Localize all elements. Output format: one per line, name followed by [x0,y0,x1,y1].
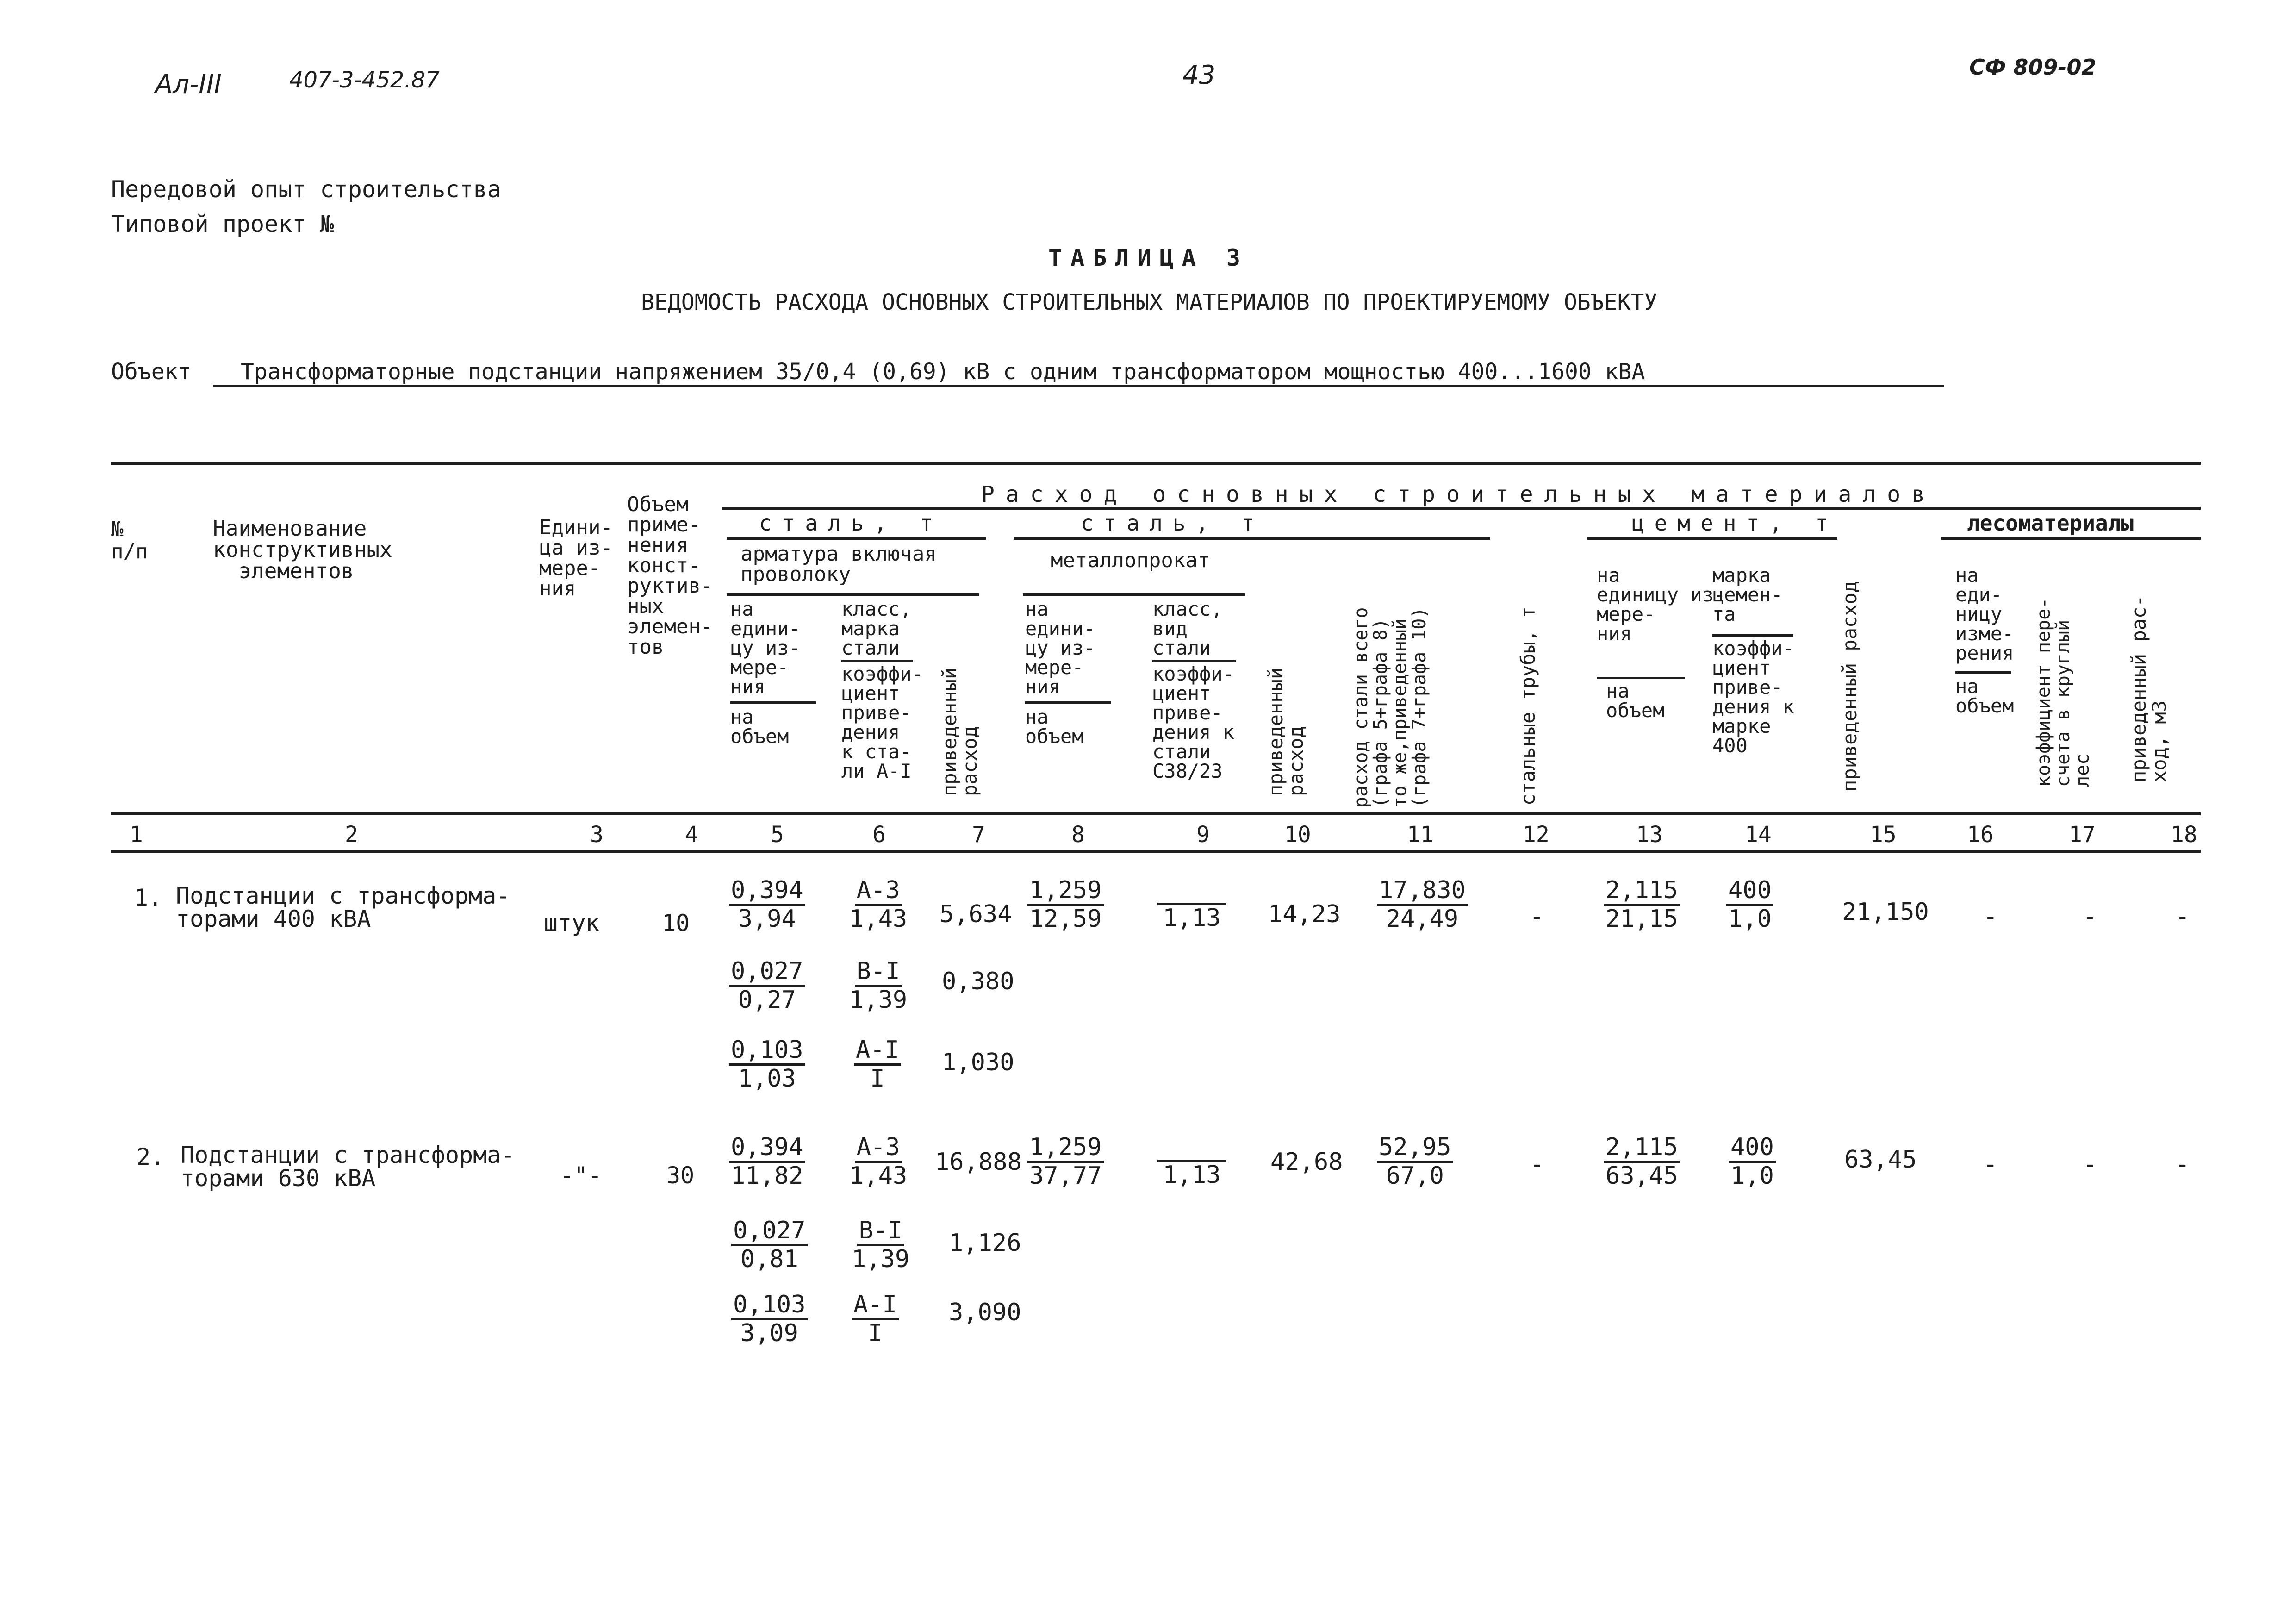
header-c8-top: на едини- цу из- мере- ния [1025,598,1095,698]
steel2-rule [1014,537,1490,540]
header-c11: расход стали всего (графа 5+графа 8) то же,приведенный (графа 7+графа 10) [1350,607,1430,808]
steel1-rule [727,537,986,540]
c6-value: В-I 1,39 [849,957,908,1014]
c9-value: 1,13 [1155,1134,1229,1188]
c5-value: $\frac{0,027}{0,27}$ [729,958,805,1013]
header-c16-bot: на объем [1955,675,2014,717]
rebar-rule [727,593,979,596]
header-c13-bot: на объем [1606,680,1665,722]
col-number-15: 15 [1870,822,1897,848]
header-c9-top: класс, вид стали [1152,598,1223,659]
col-number-10: 10 [1284,822,1311,848]
col-number-6: 6 [872,822,886,848]
c11-value: $\frac{52,95}{67,0}$ [1377,1134,1453,1189]
header-volume: Объем приме- нения конст- руктив- ных элемен- тов [627,493,713,659]
table-subtitle: ВЕДОМОСТЬ РАСХОДА ОСНОВНЫХ СТРОИТЕЛЬНЫХ МАТЕРИАЛОВ ПО ПРОЕКТИРУЕМОМУ ОБЪЕКТУ [641,289,1658,315]
c15-value: 21,150 [1842,898,1929,926]
header-c7: приведенный расход [938,667,982,796]
c5-value: $\frac{0,027}{0,81}$ [731,1218,808,1273]
c6-value: А-I I [852,1292,899,1347]
c5-value: $\frac{0,394}{3,94}$ [729,877,805,932]
col-number-18: 18 [2171,822,2197,848]
col-number-14: 14 [1745,822,1772,848]
c18-value: - [2175,903,2190,931]
c17-value: - [2083,903,2097,931]
header-rolled: металлопрокат [1051,549,1210,572]
rolled-rule [1023,593,1245,596]
c5-value: $\frac{0,103}{1,03}$ [729,1037,805,1092]
row-name: Подстанции с трансформа- торами 400 кВА [176,882,510,932]
c7-value: 5,634 [940,900,1012,928]
header-group-cement: цемент, т [1631,511,1839,536]
project-code: 407-3-452.87 [289,67,440,93]
c7-value: 1,030 [942,1049,1014,1076]
c14-value: $\frac{400}{1,0}$ [1729,1134,1776,1189]
object-value: Трансформаторные подстанции напряжением 35/0,4 (0,69) кВ с одним трансформатором мощностью 400...1600 кВА [213,359,1944,387]
header-c5-divider [730,701,816,704]
page-number: 43 [1182,60,1216,90]
c6-value: А-I I [854,1037,901,1092]
c12-value: - [1530,1150,1544,1178]
cement-rule [1587,537,1837,540]
header-c8-bot: на объем [1025,706,1084,748]
c16-value: - [1983,903,1998,931]
handwritten-mark: Ал-III [155,69,222,100]
header-c8-divider [1025,701,1111,704]
c13-value: $\frac{2,115}{21,15}$ [1604,877,1680,932]
row-num: 1. [134,884,162,911]
col-number-1: 1 [130,822,143,848]
c14-value: $\frac{400}{1,0}$ [1726,877,1773,932]
col-number-5: 5 [771,822,784,848]
c6-value: А-3 1,43 [849,1133,908,1190]
c10-value: 14,23 [1268,900,1341,928]
col-number-7: 7 [972,822,985,848]
c16-value: - [1983,1150,1998,1178]
header-c16-divider [1955,671,2011,674]
row-unit: штук [544,910,600,937]
col-number-3: 3 [590,822,604,848]
col-number-4: 4 [685,822,698,848]
header-c16-top: на еди- ницу изме- рения [1955,564,2014,664]
table-title: ТАБЛИЦА 3 [1048,244,1249,271]
wood-rule [1941,537,2201,540]
c15-value: 63,45 [1844,1146,1917,1174]
c8-value: $\frac{1,259}{12,59}$ [1027,877,1104,932]
c12-value: - [1530,903,1544,931]
header-c12: стальные трубы, т [1517,606,1539,806]
col-number-11: 11 [1407,822,1434,848]
header-c9-divider [1152,660,1236,662]
col-number-17: 17 [2069,822,2096,848]
numbers-bottom-rule [111,850,2201,853]
col-number-16: 16 [1967,822,1994,848]
header-group-main: Расход основных строительных материалов [981,481,1936,507]
header-num: № п/п [111,518,148,564]
c7-value: 3,090 [949,1299,1021,1326]
header-c14-divider [1712,634,1793,637]
c7-value: 0,380 [942,968,1014,995]
c9-value: 1,13 [1155,877,1229,931]
col-number-8: 8 [1071,822,1085,848]
object-label: Объект [111,359,192,385]
header-c17: коэффициент пере- счета в круглый лес [2033,597,2093,787]
sheet-code: СФ 809-02 [1969,55,2097,80]
row-volume: 30 [666,1162,695,1189]
header-c5-top: на едини- цу из- мере- ния [730,598,801,698]
header-c10: приведенный расход [1264,667,1308,796]
header-c14-top: марка цемен- та [1712,564,1783,625]
c6-value: В-I 1,39 [852,1217,910,1274]
c13-value: $\frac{2,115}{63,45}$ [1604,1134,1680,1189]
header-name: Наименование конструктивных элементов [213,516,392,583]
header-c13-top: на единицу из- мере- ния [1597,564,1726,645]
row-name: Подстанции с трансформа- торами 630 кВА [180,1142,515,1192]
header-c15: приведенный расход [1838,581,1861,792]
header-group-steel1: сталь, т [759,511,943,536]
header-c14-bot: коэффи- циент приве- дения к марке 400 [1712,637,1795,757]
header-group-wood: лесоматериалы [1967,511,2134,536]
table-top-rule [111,462,2201,465]
c10-value: 42,68 [1270,1148,1343,1176]
c5-value: $\frac{0,103}{3,09}$ [731,1292,808,1347]
intro-line-2: Типовой проект № [111,211,334,237]
c5-value: $\frac{0,394}{11,82}$ [729,1134,805,1189]
c8-value: $\frac{1,259}{37,77}$ [1027,1134,1104,1189]
c7-value: 16,888 [935,1148,1022,1176]
header-bottom-rule [111,812,2201,815]
header-rebar: арматура включая проволоку [740,542,937,586]
col-number-12: 12 [1523,822,1549,848]
row-volume: 10 [662,910,690,937]
header-c9-bot: коэффи- циент приве- дения к стали С38/23 [1152,662,1235,782]
c18-value: - [2175,1150,2190,1178]
row-num: 2. [137,1143,165,1170]
header-c6-bot: коэффи- циент приве- дения к ста- ли А-I [841,662,924,782]
c17-value: - [2083,1150,2097,1178]
header-c6-top: класс, марка стали [841,598,912,659]
row-unit: -"- [560,1162,602,1189]
c6-value: А-3 1,43 [849,876,908,933]
header-group-steel2: сталь, т [1081,511,1265,536]
header-unit: Едини- ца из- мере- ния [539,516,613,600]
header-c6-divider [841,660,913,662]
col-number-2: 2 [345,822,358,848]
intro-line-1: Передовой опыт строительства [111,176,501,203]
header-c13-divider [1597,677,1685,679]
col-number-9: 9 [1196,822,1210,848]
col-number-13: 13 [1636,822,1663,848]
header-c5-bot: на объем [730,706,789,748]
c7-value: 1,126 [949,1229,1021,1257]
header-c18: приведенный рас- ход, м3 [2128,595,2171,782]
c11-value: $\frac{17,830}{24,49}$ [1377,877,1468,932]
